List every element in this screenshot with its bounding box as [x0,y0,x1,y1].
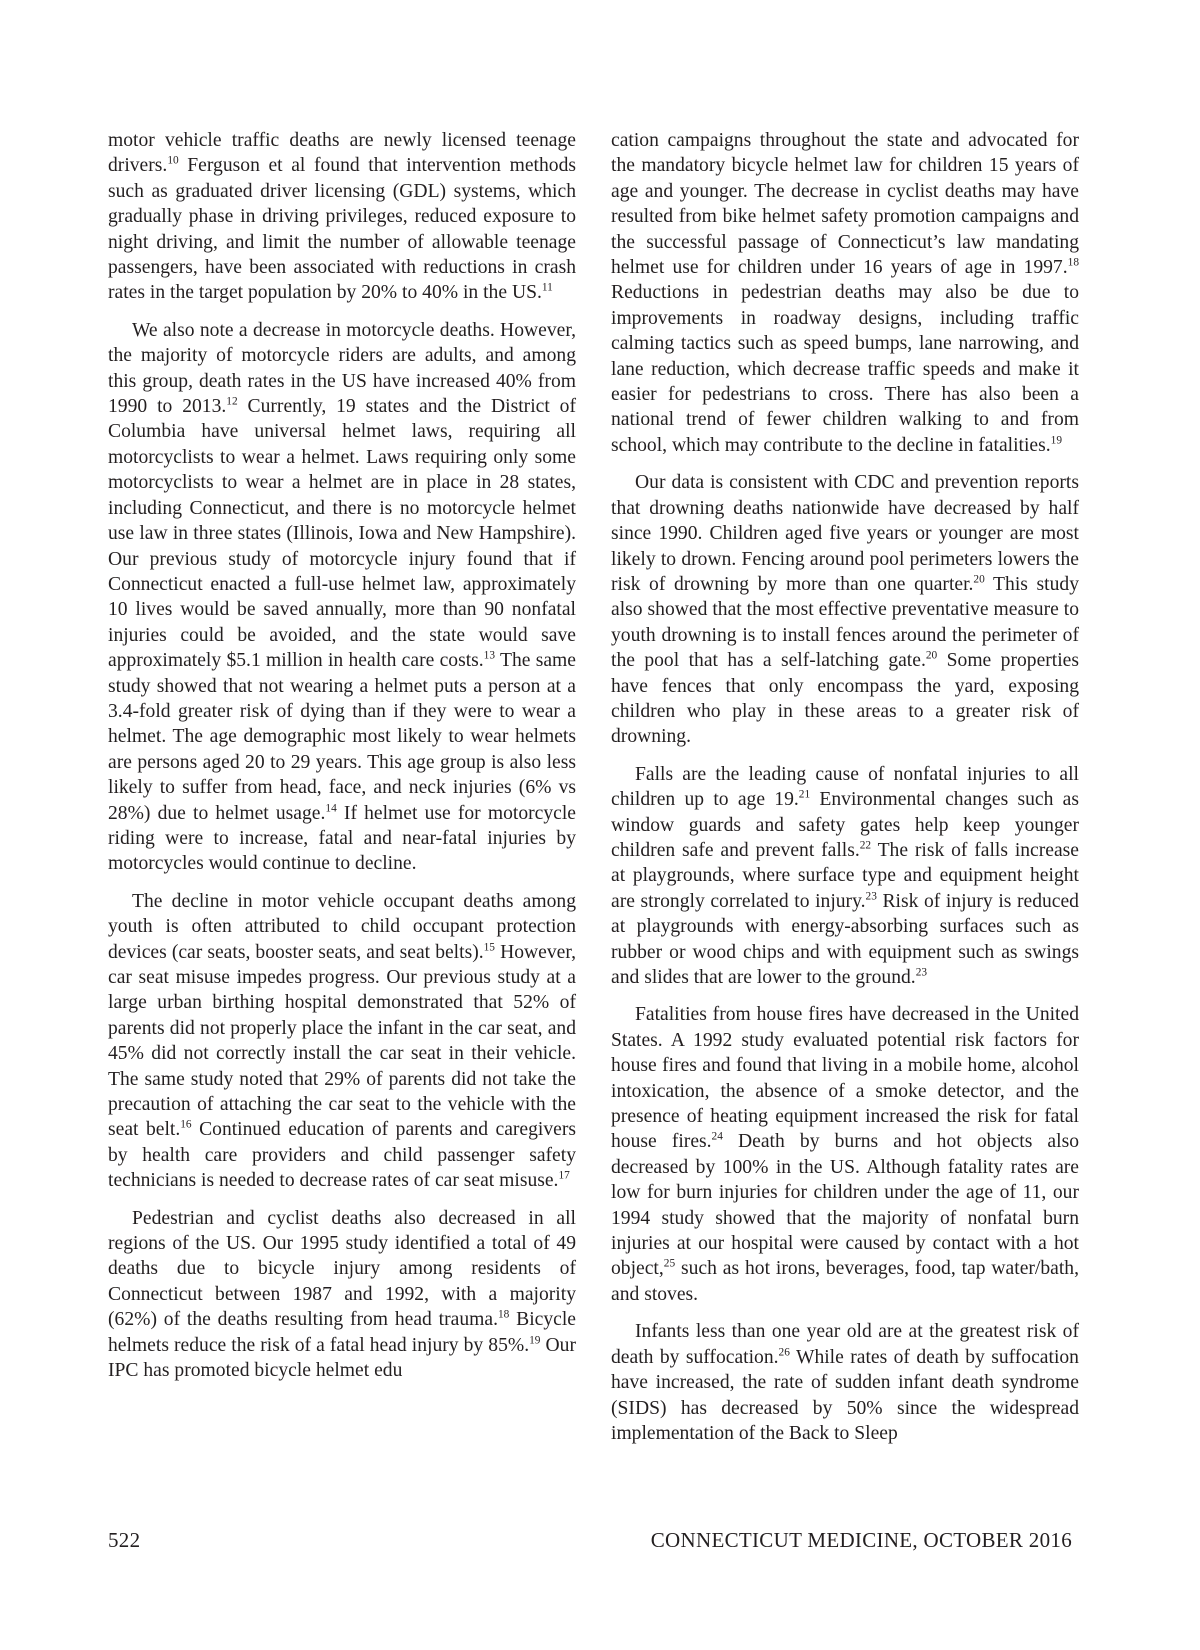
citation-ref: 18 [1067,256,1079,269]
paragraph-occupant-deaths: The decline in motor vehicle occupant deaths among youth is often attributed to child occupant protection devices (car seats, booster seats, and seat belts).$^{15}$ However, car seat misuse impedes progress. Our previous study at a large urban birthing hospital demonstrated that 52% of parents did not properly place the infant in the car seat, and 45% did not correctly install the car seat in their vehicle. The same study noted that 29% of parents did not take the precaution of attaching the car seat to the vehicle with the seat belt.$^{16}$ Continued education of parents and caregivers by health care providers and child passenger safety technicians is needed to decrease rates of car seat misuse.$^{17}$ [108,890,577,1192]
citation-ref: 12 [226,395,238,408]
citation-ref: 24 [711,1130,723,1143]
left-column [108,128,576,1384]
paragraph-falls: Falls are the leading cause of nonfatal injuries to all children up to age 19.21 Environmental changes such as window guards and safety gates help keep younger children safe and prevent falls.$^{22}$ The risk of falls increase at playgrounds, where surface type and equipment height are strongly correlated to injury.$^{23}$ Risk of injury is reduced at playgrounds with energy-absorbing surfaces such as rubber or wood chips and with equipment such as swings and slides that are lower to the ground.$^{23}$ [611,763,1079,988]
citation-ref: 15 [483,941,495,954]
paragraph-teen-drivers: motor vehicle traffic deaths are newly licensed teenage drivers.$^{10}$ Ferguson et al found that intervention methods such as graduated driver licensing (GDL) systems, which gradually phase in driving privileges, reduced exposure to night driving, and limit the number of allowable teenage passengers, have been associated with reductions in crash rates in the target population by 20% to 40% in the US.$^{11}$ [108,130,576,304]
citation-ref: 21 [798,788,811,801]
citation-ref: 20 [973,573,985,586]
citation-ref: 14 [325,802,337,815]
citation-ref: 19 [529,1334,541,1347]
paragraph-suffocation: Infants less than one year old are at the greatest risk of death by suffocation.$^{26}$ While rates of death by suffocation have increased, the rate of sudden infant death syndrome (SIDS) has decreased by 50% since the widespread implementation of the Back to Sleep [611,1321,1079,1444]
paragraph-drowning: Our data is consistent with CDC and prevention reports that drowning deaths nationwide have decreased by half since 1990. Children aged five years or younger are most likely to drown. Fencing around pool perimeters lowers the risk of drowning by more than one quarter.$^{20}$ This study also showed that the most effective preventative measure to youth drowning is to install fences around the perimeter of the pool that has a self-latching gate.$^{20}$ Some properties have fences that only encompass the yard, exposing children who play in these areas to a greater risk of drowning. [611,472,1080,748]
citation-ref: 23 [865,890,877,903]
citation-ref: 11 [541,281,553,294]
paragraph-helmet-campaigns: cation campaigns throughout the state and advocated for the mandatory bicycle helmet law for children 15 years of age and younger. The decrease in cyclist deaths may have resulted from bike helmet safety promotion campaigns and the successful passage of Connecticut’s law mandating helmet use for children under 16 years of age in 1997.18 Reductions in pedestrian deaths may also be due to improvements in roadway designs, including traffic calming tactics such as speed bumps, lane narrowing, and lane reduction, which decrease traffic speeds and make it easier for pedestrians to cross. There has also been a national trend of fewer children walking to and from school, which may contribute to the decline in fatalities.$^{19}$ [611,130,1079,456]
citation-ref: 20 [925,649,938,662]
paragraph-pedestrian-cyclist: Pedestrian and cyclist deaths also decreased in all regions of the US. Our 1995 study identified a total of 49 deaths due to bicycle injury among residents of Connecticut between 1987 and 1992, with a majority (62%) of the deaths resulting from head trauma.$^{18}$ Bicycle helmets reduce the risk of a fatal head injury by 85%.$^{19}$ Our IPC has promoted bicycle helmet edu [108,1207,576,1382]
paragraph-house-fires: Fatalities from house fires have decreased in the United States. A 1992 study evaluated potential risk factors for house fires and found that living in a mobile home, alcohol intoxication, the absence of a smoke detector, and the presence of heating equipment increased the risk for fatal house fires.$^{24}$ Death by burns and hot objects also decreased by 100% in the US. Although fatality rates are low for burn injuries for children under the age of 11, our 1994 study showed that the majority of nonfatal burn injuries at our hospital were caused by contact with a hot object,$^{25}$ such as hot irons, beverages, food, tap water/bath, and stoves. [611,1004,1079,1305]
citation-ref: 16 [180,1118,192,1131]
paragraph-motorcycle-deaths: We also note a decrease in motorcycle deaths. However, the majority of motorcycle riders are adults, and among this group, death rates in the US have increased 40% from 1990 to 2013.12 Currently, 19 states and the District of Columbia have universal helmet laws, requiring all motorcyclists to wear a helmet. Laws requiring only some motorcyclists to wear a helmet are in place in 28 states, including Connecticut, and there is no motorcycle helmet use law in three states (Illinois, Iowa and New Hampshire). Our previous study of motorcycle injury found that if Connecticut enacted a full-use helmet law, approximately 10 lives would be saved annually, more than 90 nonfatal injuries could be avoided, and the state would save approximately $5.1 million in health care costs.$^{13}$ The same study showed that not wearing a helmet puts a person at a 3.4-fold greater risk of dying than if they were to wear a helmet. The age demographic most likely to wear helmets are persons aged 20 to 29 years. This age group is also less likely to suffer from head, face, and neck injuries (6% vs 28%) due to helmet usage.$^{14}$ If helmet use for motorcycle riding were to increase, fatal and near-fatal injuries by motorcycles would continue to decline. [108,319,576,875]
citation-ref: 25 [663,1257,676,1270]
journal-footer: CONNECTICUT MEDICINE, OCTOBER 2016 [650,1528,1072,1552]
citation-ref: 22 [859,839,872,852]
citation-ref: 13 [483,649,496,662]
right-column [611,128,1079,1446]
citation-ref: 23 [915,966,928,979]
citation-ref: 19 [1050,434,1063,447]
page-number: 522 [108,1528,141,1552]
citation-ref: 26 [778,1346,790,1359]
citation-ref: 17 [558,1169,570,1182]
citation-ref: 18 [497,1308,510,1321]
citation-ref: 10 [167,154,179,167]
